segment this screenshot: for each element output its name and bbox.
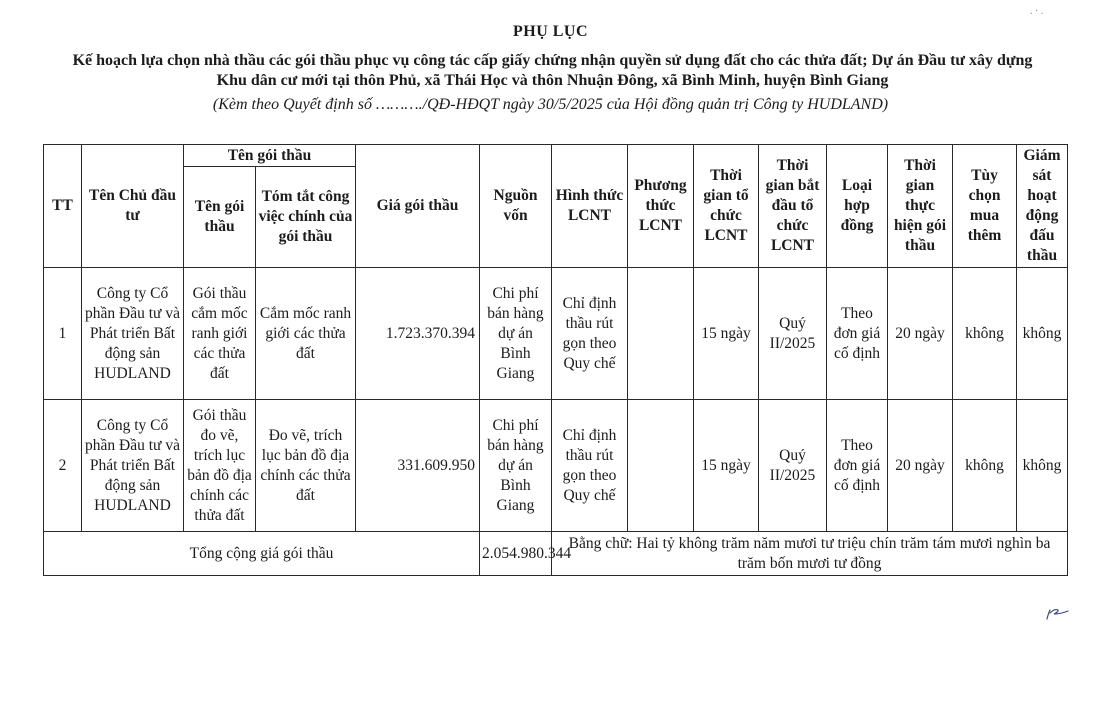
cell-price: 1.723.370.394	[356, 268, 480, 400]
document-title: PHỤ LỤC	[512, 23, 589, 40]
cell-method	[628, 400, 694, 532]
table-row	[44, 268, 1068, 400]
cell-investor: Công ty Cổ phần Đầu tư và Phát triển Bất động sản HUDLAND	[82, 400, 184, 532]
header-selection-form: Hình thức LCNT	[552, 145, 628, 268]
cell-package-summary: Cắm mốc ranh giới các thửa đất	[256, 268, 356, 400]
procurement-table	[43, 144, 1068, 576]
cell-selection-form: Chỉ định thầu rút gọn theo Quy chế	[552, 268, 628, 400]
header-investor: Tên Chủ đầu tư	[82, 145, 184, 268]
header-supervision: Giám sát hoạt động đấu thầu	[1017, 145, 1068, 268]
cell-duration: 15 ngày	[694, 400, 759, 532]
cell-selection-form: Chỉ định thầu rút gọn theo Quy chế	[552, 400, 628, 532]
header-price: Giá gói thầu	[356, 145, 480, 268]
table-row	[44, 400, 1068, 532]
initial-mark-icon	[1044, 607, 1070, 621]
cell-package-name: Gói thầu cắm mốc ranh giới các thửa đất	[184, 268, 256, 400]
document-note: (Kèm theo Quyết định số ………./QĐ-HĐQT ngày 30/5/2025 của Hội đồng quản trị Công ty HUDLAND)	[212, 96, 889, 113]
cell-start-time: Quý II/2025	[759, 400, 827, 532]
cell-funding: Chi phí bán hàng dự án Bình Giang	[480, 400, 552, 532]
header-package-name: Tên gói thầu	[184, 167, 256, 268]
cell-investor: Công ty Cổ phần Đầu tư và Phát triển Bất động sản HUDLAND	[82, 268, 184, 400]
document-subtitle: Kế hoạch lựa chọn nhà thầu các gói thầu phục vụ công tác cấp giấy chứng nhận quyền sử dụng đất cho các thửa đất; Dự án Đầu tư xây dựng Khu dân cư mới tại thôn Phủ, xã Thái Học và thôn Nhuận Đông, xã Bình Minh, huyện Bình Giang	[72, 52, 1033, 89]
total-value: 2.054.980.344	[480, 532, 552, 576]
cell-supervision: không	[1017, 400, 1068, 532]
cell-execution-time: 20 ngày	[888, 268, 953, 400]
cell-option: không	[953, 400, 1017, 532]
total-in-words: Bằng chữ: Hai tỷ không trăm năm mươi tư triệu chín trăm tám mươi nghìn ba trăm bốn mươi tư đồng	[552, 532, 1068, 576]
total-label: Tổng cộng giá gói thầu	[44, 532, 480, 576]
cell-contract-type: Theo đơn giá cố định	[827, 268, 888, 400]
scan-dots: . · .	[1030, 6, 1044, 17]
cell-contract-type: Theo đơn giá cố định	[827, 400, 888, 532]
cell-option: không	[953, 268, 1017, 400]
header-start-time: Thời gian bắt đầu tổ chức LCNT	[759, 145, 827, 268]
header-duration: Thời gian tổ chức LCNT	[694, 145, 759, 268]
header-tt: TT	[44, 145, 82, 268]
cell-funding: Chi phí bán hàng dự án Bình Giang	[480, 268, 552, 400]
cell-supervision: không	[1017, 268, 1068, 400]
cell-method	[628, 268, 694, 400]
cell-tt: 1	[44, 268, 82, 400]
header-row-1	[44, 145, 1068, 167]
cell-price: 331.609.950	[356, 400, 480, 532]
header-package-group: Tên gói thầu	[184, 145, 356, 167]
header-option: Tùy chọn mua thêm	[953, 145, 1017, 268]
cell-package-summary: Đo vẽ, trích lục bản đồ địa chính các thửa đất	[256, 400, 356, 532]
cell-start-time: Quý II/2025	[759, 268, 827, 400]
header-method: Phương thức LCNT	[628, 145, 694, 268]
cell-tt: 2	[44, 400, 82, 532]
cell-execution-time: 20 ngày	[888, 400, 953, 532]
header-package-summary: Tóm tắt công việc chính của gói thầu	[256, 167, 356, 268]
header-contract-type: Loại hợp đồng	[827, 145, 888, 268]
total-row	[44, 532, 1068, 576]
cell-duration: 15 ngày	[694, 268, 759, 400]
header-funding: Nguồn vốn	[480, 145, 552, 268]
header-execution-time: Thời gian thực hiện gói thầu	[888, 145, 953, 268]
cell-package-name: Gói thầu đo vẽ, trích lục bản đồ địa chính các thửa đất	[184, 400, 256, 532]
